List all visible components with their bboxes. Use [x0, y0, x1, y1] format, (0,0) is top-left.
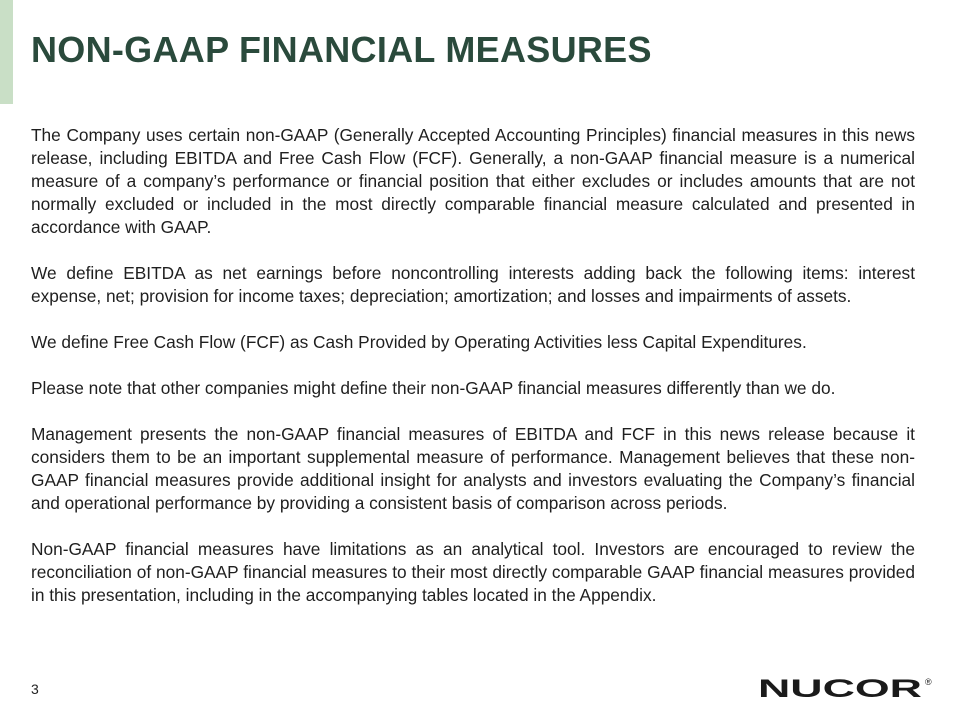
nucor-logo [758, 676, 934, 700]
accent-bar [0, 0, 13, 104]
paragraph-management-rationale: Management presents the non-GAAP financial measures of EBITDA and FCF in this news release because it considers them to be an important supplemental measure of performance. Management believes that these non-GAAP financial measures provide additional insight for analysts and investors evaluating the Company’s financial and operational performance by providing a consistent basis of comparison across periods. [31, 424, 915, 513]
paragraph-non-gaap-intro: The Company uses certain non-GAAP (Generally Accepted Accounting Principles) financial measures in this news release, including EBITDA and Free Cash Flow (FCF). Generally, a non-GAAP financial measure is a numerical measure of a company’s performance or financial position that either excludes or includes amounts that are not normally excluded or included in the most directly comparable financial measure calculated and presented in accordance with GAAP. [31, 125, 915, 237]
slide-title: NON-GAAP FINANCIAL MEASURES [31, 29, 652, 70]
paragraph-ebitda-definition: We define EBITDA as net earnings before noncontrolling interests adding back the following items: interest expense, net; provision for income taxes; depreciation; amortization; and losses and impairments of assets. [31, 263, 915, 306]
page-number: 3 [31, 681, 39, 697]
paragraph-fcf-definition: We define Free Cash Flow (FCF) as Cash Provided by Operating Activities less Capital Expenditures. [31, 332, 807, 352]
registered-mark: ® [925, 677, 932, 687]
body-text [31, 124, 915, 630]
paragraph-limitations: Non-GAAP financial measures have limitations as an analytical tool. Investors are encouraged to review the reconciliation of non-GAAP financial measures to their most directly comparable GAAP financial measures provided in this presentation, including in the accompanying tables located in the Appendix. [31, 539, 915, 605]
nucor-logo-wordmark: NUCOR [758, 676, 922, 700]
paragraph-other-companies-note: Please note that other companies might define their non-GAAP financial measures differently than we do. [31, 378, 836, 398]
